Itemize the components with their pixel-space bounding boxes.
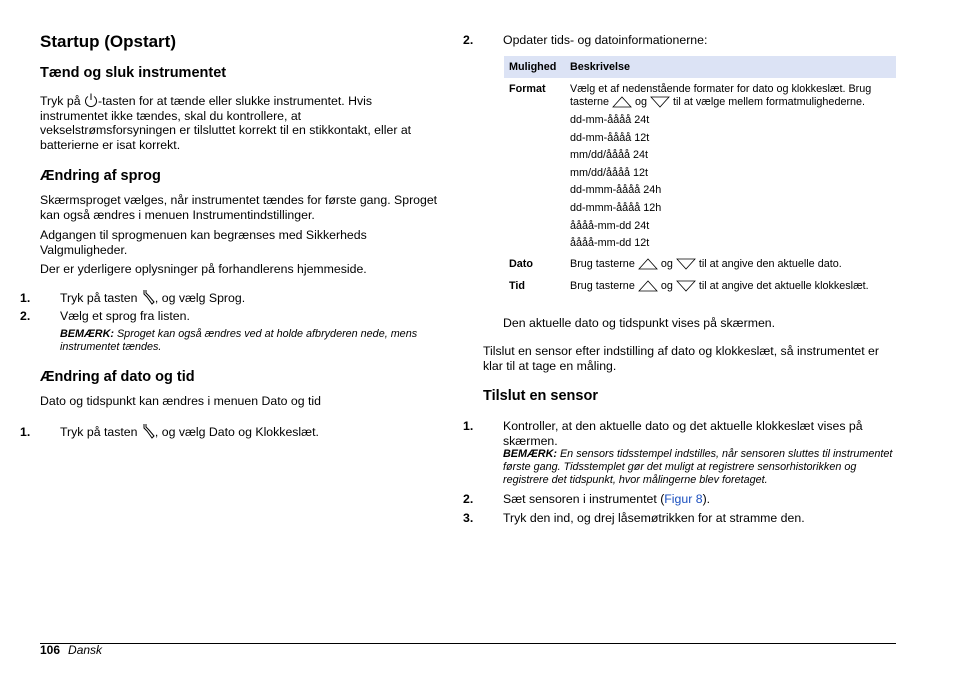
format-option: mm/dd/åååå 24t [570, 149, 649, 162]
language-note: BEMÆRK: Sproget kan også ændres ved at holde afbryderen nede, mens instrumentet tændes. [60, 328, 418, 353]
row-desc-tid: Brug tasterne og til at angive det aktuelle klokkeslæt. [570, 279, 869, 292]
row-key-format: Format [509, 83, 546, 95]
row-desc-dato: Brug tasterne og til at angive den aktuelle dato. [570, 257, 842, 270]
table-row-tid [504, 271, 896, 293]
sensor-note: BEMÆRK: En sensors tidsstempel indstilles, når sensoren sluttes til instrumentet første gang. Tidsstemplet gør det muligt at registrere sensorhistorikken og registrere det tidspunkt, hvor målingerne blev foretaget. [503, 448, 893, 486]
language-paragraph-2: Adgangen til sprogmenuen kan begrænses med Sikkerheds Valgmuligheder. [40, 228, 367, 257]
section-heading-datetime: Ændring af dato og tid [40, 369, 195, 385]
format-option: dd-mmm-åååå 12h [570, 201, 662, 214]
row-key-tid: Tid [509, 279, 525, 292]
datetime-paragraph: Dato og tidspunkt kan ændres i menuen Dato og tid [40, 394, 321, 408]
language-paragraph-1: Skærmsproget vælges, når instrumentet tændes for første gang. Sproget kan også ændres i menuen Instrumentindstillinger. [40, 193, 438, 222]
column-header-description: Beskrivelse [565, 56, 896, 78]
connect-paragraph: Tilslut en sensor efter indstilling af dato og klokkeslæt, så instrumentet er klar til at tage en måling. [483, 344, 879, 373]
sensor-step-1: 1. Kontroller, at den aktuelle dato og det aktuelle klokkeslæt vises på skærmen. [463, 419, 863, 448]
after-table-text: Den aktuelle dato og tidspunkt vises på skærmen. [503, 316, 776, 330]
format-option: dd-mm-åååå 12t [570, 131, 650, 144]
format-option: dd-mmm-åååå 24h [570, 184, 662, 197]
format-option: åååå-mm-dd 24t [570, 219, 650, 232]
format-list [570, 112, 896, 253]
row-desc-format: Vælg et af nedenstående formater for dato og klokkeslæt. Brug tasterne og til at vælge mellem formatmulighederne. dd-mm-åååå 24t dd-mm-åååå 12t mm/dd/åååå 24t mm/dd/åååå 12t dd-mmm-åååå 24h dd-mmm-åååå 12h åååå-mm-dd 24t åååå-mm-dd 12t [565, 78, 896, 253]
down-arrow-key-icon [650, 96, 670, 108]
down-arrow-key-icon [676, 258, 696, 270]
section-heading-language: Ændring af sprog [40, 168, 161, 184]
format-option: åååå-mm-dd 12t [570, 237, 650, 250]
footer-divider [40, 643, 896, 644]
up-arrow-key-icon [638, 258, 658, 270]
column-header-option: Mulighed [504, 56, 565, 78]
footer [40, 643, 102, 657]
row-key-dato: Dato [509, 257, 533, 270]
datetime-options-table [504, 56, 896, 293]
down-arrow-key-icon [676, 280, 696, 292]
page-title: Startup (Opstart) [40, 32, 176, 51]
format-option: mm/dd/åååå 12t [570, 166, 649, 179]
language-step-2: 2. Vælg et sprog fra listen. [20, 309, 190, 323]
language-step-1: 1. Tryk på tasten , og vælg Sprog. [20, 291, 246, 305]
datetime-step-1: 1. Tryk på tasten , og vælg Dato og Klokkeslæt. [20, 425, 319, 439]
table-header-row [504, 56, 896, 78]
power-icon [84, 93, 98, 108]
datetime-step-2: 2. Opdater tids- og datoinformationerne: [463, 33, 708, 47]
table-row-dato [504, 253, 896, 271]
table-row-format [504, 78, 896, 253]
sensor-step-2: 2. Sæt sensoren i instrumentet (Figur 8). [463, 492, 711, 506]
figure-8-link[interactable]: Figur 8 [664, 492, 703, 506]
footer-language: Dansk [68, 643, 103, 657]
wrench-icon [141, 423, 155, 439]
power-paragraph: Tryk på -tasten for at tænde eller slukke instrumentet. Hvis instrumentet ikke tændes, skal du kontrollere, at vekselstrømsforsyningen er tilsluttet korrekt til en stikkontakt, eller at batterierne er isat korrekt. [40, 94, 412, 152]
up-arrow-key-icon [638, 280, 658, 292]
page-number: 106 [40, 643, 61, 657]
up-arrow-key-icon [612, 96, 632, 108]
wrench-icon [141, 289, 155, 305]
language-paragraph-3: Der er yderligere oplysninger på forhandlerens hjemmeside. [40, 262, 367, 276]
sensor-step-3: 3. Tryk den ind, og drej låsemøtrikken for at stramme den. [463, 511, 805, 525]
section-heading-sensor: Tilslut en sensor [483, 388, 598, 404]
section-heading-power: Tænd og sluk instrumentet [40, 65, 227, 81]
format-option: dd-mm-åååå 24t [570, 114, 650, 126]
